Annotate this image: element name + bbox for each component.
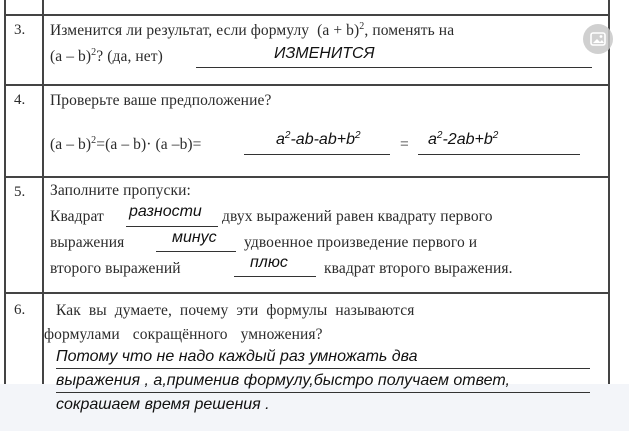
row-divider-4-5 bbox=[4, 176, 610, 178]
table-border-top bbox=[4, 14, 610, 16]
row-number: 5. bbox=[14, 184, 26, 200]
image-icon bbox=[583, 24, 613, 54]
handwritten-answer-line: выражения , а,применив формулу,быстро получаем ответ, bbox=[56, 372, 510, 389]
fill-in-line: удвоенное произведение первого и bbox=[244, 234, 478, 251]
question-text-line2: (a – b)$^2$? (да, нет) bbox=[50, 47, 163, 65]
answer-underline bbox=[56, 392, 590, 393]
handwritten-blank: разности bbox=[129, 203, 202, 220]
question-text: Проверьте ваше предположение? bbox=[50, 92, 272, 109]
handwritten-answer-line: сокрашаем время решения . bbox=[56, 396, 270, 413]
equals-sign: = bbox=[400, 136, 409, 153]
fill-in-line: квадрат второго выражения. bbox=[324, 260, 513, 277]
question-text: Заполните пропуски: bbox=[50, 182, 191, 199]
blank-underline bbox=[156, 251, 236, 252]
fill-in-line: Квадрат bbox=[50, 208, 104, 225]
blank-underline bbox=[234, 276, 316, 277]
formula-expansion: (a – b)$^2$=(a – b)· (a –b)= bbox=[50, 135, 202, 153]
handwritten-blank: минус bbox=[172, 229, 217, 246]
row-divider-3-4 bbox=[4, 84, 610, 86]
answer-underline bbox=[196, 67, 592, 68]
handwritten-answer: $a^2-ab-ab+b^2$ bbox=[276, 130, 361, 148]
row-number: 3. bbox=[14, 22, 26, 38]
row-divider-5-6 bbox=[4, 292, 610, 294]
question-text: Изменится ли результат, если формулу $(a + b)^2$, поменять на bbox=[50, 21, 455, 39]
question-text-line2: формулами сокращённого умножения? bbox=[44, 326, 323, 343]
fill-in-line: второго выражений bbox=[50, 260, 181, 277]
handwritten-answer-line: Потому что не надо каждый раз умножать два bbox=[56, 348, 418, 365]
answer-underline bbox=[56, 368, 590, 369]
handwritten-answer: $a^2-2ab+b^2$ bbox=[428, 130, 499, 148]
question-text: Как вы думаете, почему эти формулы называются bbox=[56, 302, 415, 319]
blank-underline bbox=[126, 226, 218, 227]
table-border-right bbox=[608, 0, 610, 390]
handwritten-blank: плюс bbox=[250, 254, 288, 271]
answer-underline bbox=[418, 154, 580, 155]
fill-in-line: двух выражений равен квадрату первого bbox=[222, 208, 493, 225]
row-number: 4. bbox=[14, 92, 26, 108]
table-border-left bbox=[4, 0, 6, 390]
fill-in-line: выражения bbox=[50, 234, 125, 251]
answer-underline bbox=[244, 154, 390, 155]
handwritten-answer: ИЗМЕНИТСЯ bbox=[274, 45, 375, 62]
row-number: 6. bbox=[14, 302, 26, 318]
